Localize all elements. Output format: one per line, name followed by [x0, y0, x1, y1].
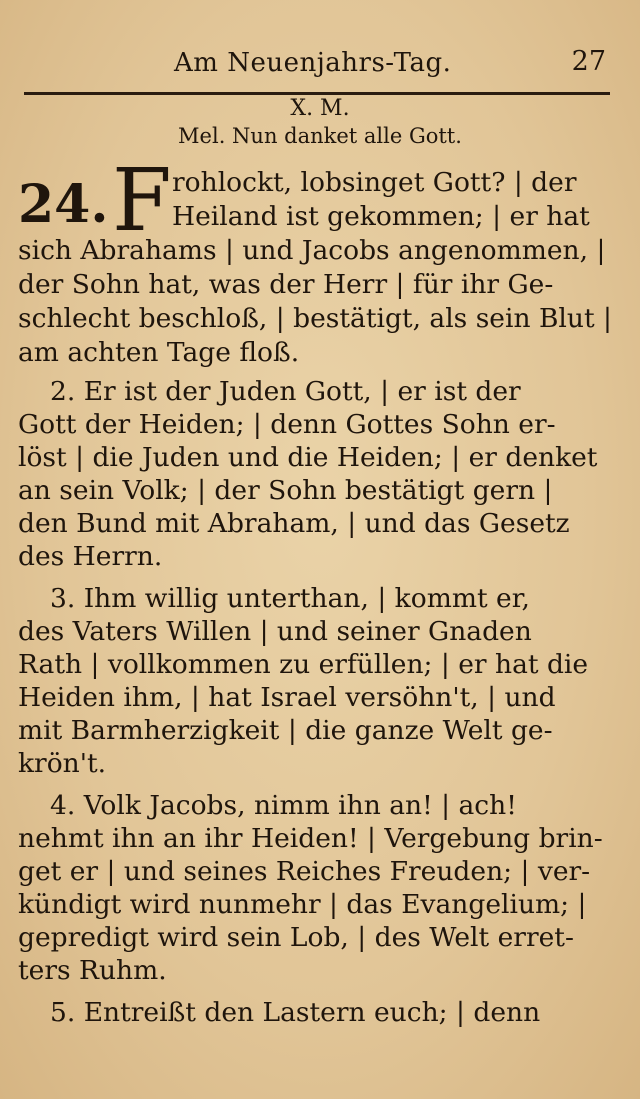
verse-line: 3. Ihm willig unterthan, | kommt er,	[50, 583, 530, 614]
verse-line: sich Abrahams | und Jacobs angenommen, |	[18, 235, 606, 266]
verse-line: nehmt ihn an ihr Heiden! | Vergebung brin-	[18, 823, 603, 854]
page-number: 27	[571, 46, 606, 77]
verse-line: des Vaters Willen | und seiner Gnaden	[18, 616, 532, 647]
melody-reference: Mel. Nun danket alle Gott.	[178, 124, 462, 148]
verse-line: 5. Entreißt den Lastern euch; | denn	[50, 997, 541, 1028]
verse-line: den Bund mit Abraham, | und das Gesetz	[18, 508, 570, 539]
verse-line: Heiland ist gekommen; | er hat	[172, 201, 590, 232]
verse-line: mit Barmherzigkeit | die ganze Welt ge-	[18, 715, 553, 746]
page-header	[24, 40, 606, 90]
verse-line: rohlockt, lobsinget Gott? | der	[172, 167, 577, 198]
tune-code: X. M.	[290, 96, 350, 121]
header-rule	[24, 92, 610, 95]
verse-line: get er | und seines Reiches Freuden; | ver-	[18, 856, 591, 887]
verse-line: kündigt wird nunmehr | das Evangelium; |	[18, 889, 587, 920]
verse-line: des Herrn.	[18, 541, 163, 572]
verse-line: 2. Er ist der Juden Gott, | er ist der	[50, 376, 521, 407]
verse-line: 4. Volk Jacobs, nimm ihn an! | ach!	[50, 790, 517, 821]
verse-line: Gott der Heiden; | denn Gottes Sohn er-	[18, 409, 556, 440]
verse-line: löst | die Juden und die Heiden; | er denket	[18, 442, 598, 473]
verse-line: ters Ruhm.	[18, 955, 167, 986]
verse-line: krön't.	[18, 748, 107, 779]
verse-line: gepredigt wird sein Lob, | des Welt erret-	[18, 922, 574, 953]
drop-capital: F	[112, 151, 172, 251]
verse-line: der Sohn hat, was der Herr | für ihr Ge-	[18, 269, 554, 300]
hymn-number: 24.	[18, 174, 109, 235]
verse-line: am achten Tage floß.	[18, 337, 300, 368]
verse-line: Heiden ihm, | hat Israel versöhn't, | und	[18, 682, 556, 713]
running-head: Am Neuenjahrs-Tag.	[174, 48, 452, 78]
verse-line: schlecht beschloß, | bestätigt, als sein Blut |	[18, 303, 612, 334]
verse-line: Rath | vollkommen zu erfüllen; | er hat die	[18, 649, 589, 680]
verse-line: an sein Volk; | der Sohn bestätigt gern |	[18, 475, 553, 506]
